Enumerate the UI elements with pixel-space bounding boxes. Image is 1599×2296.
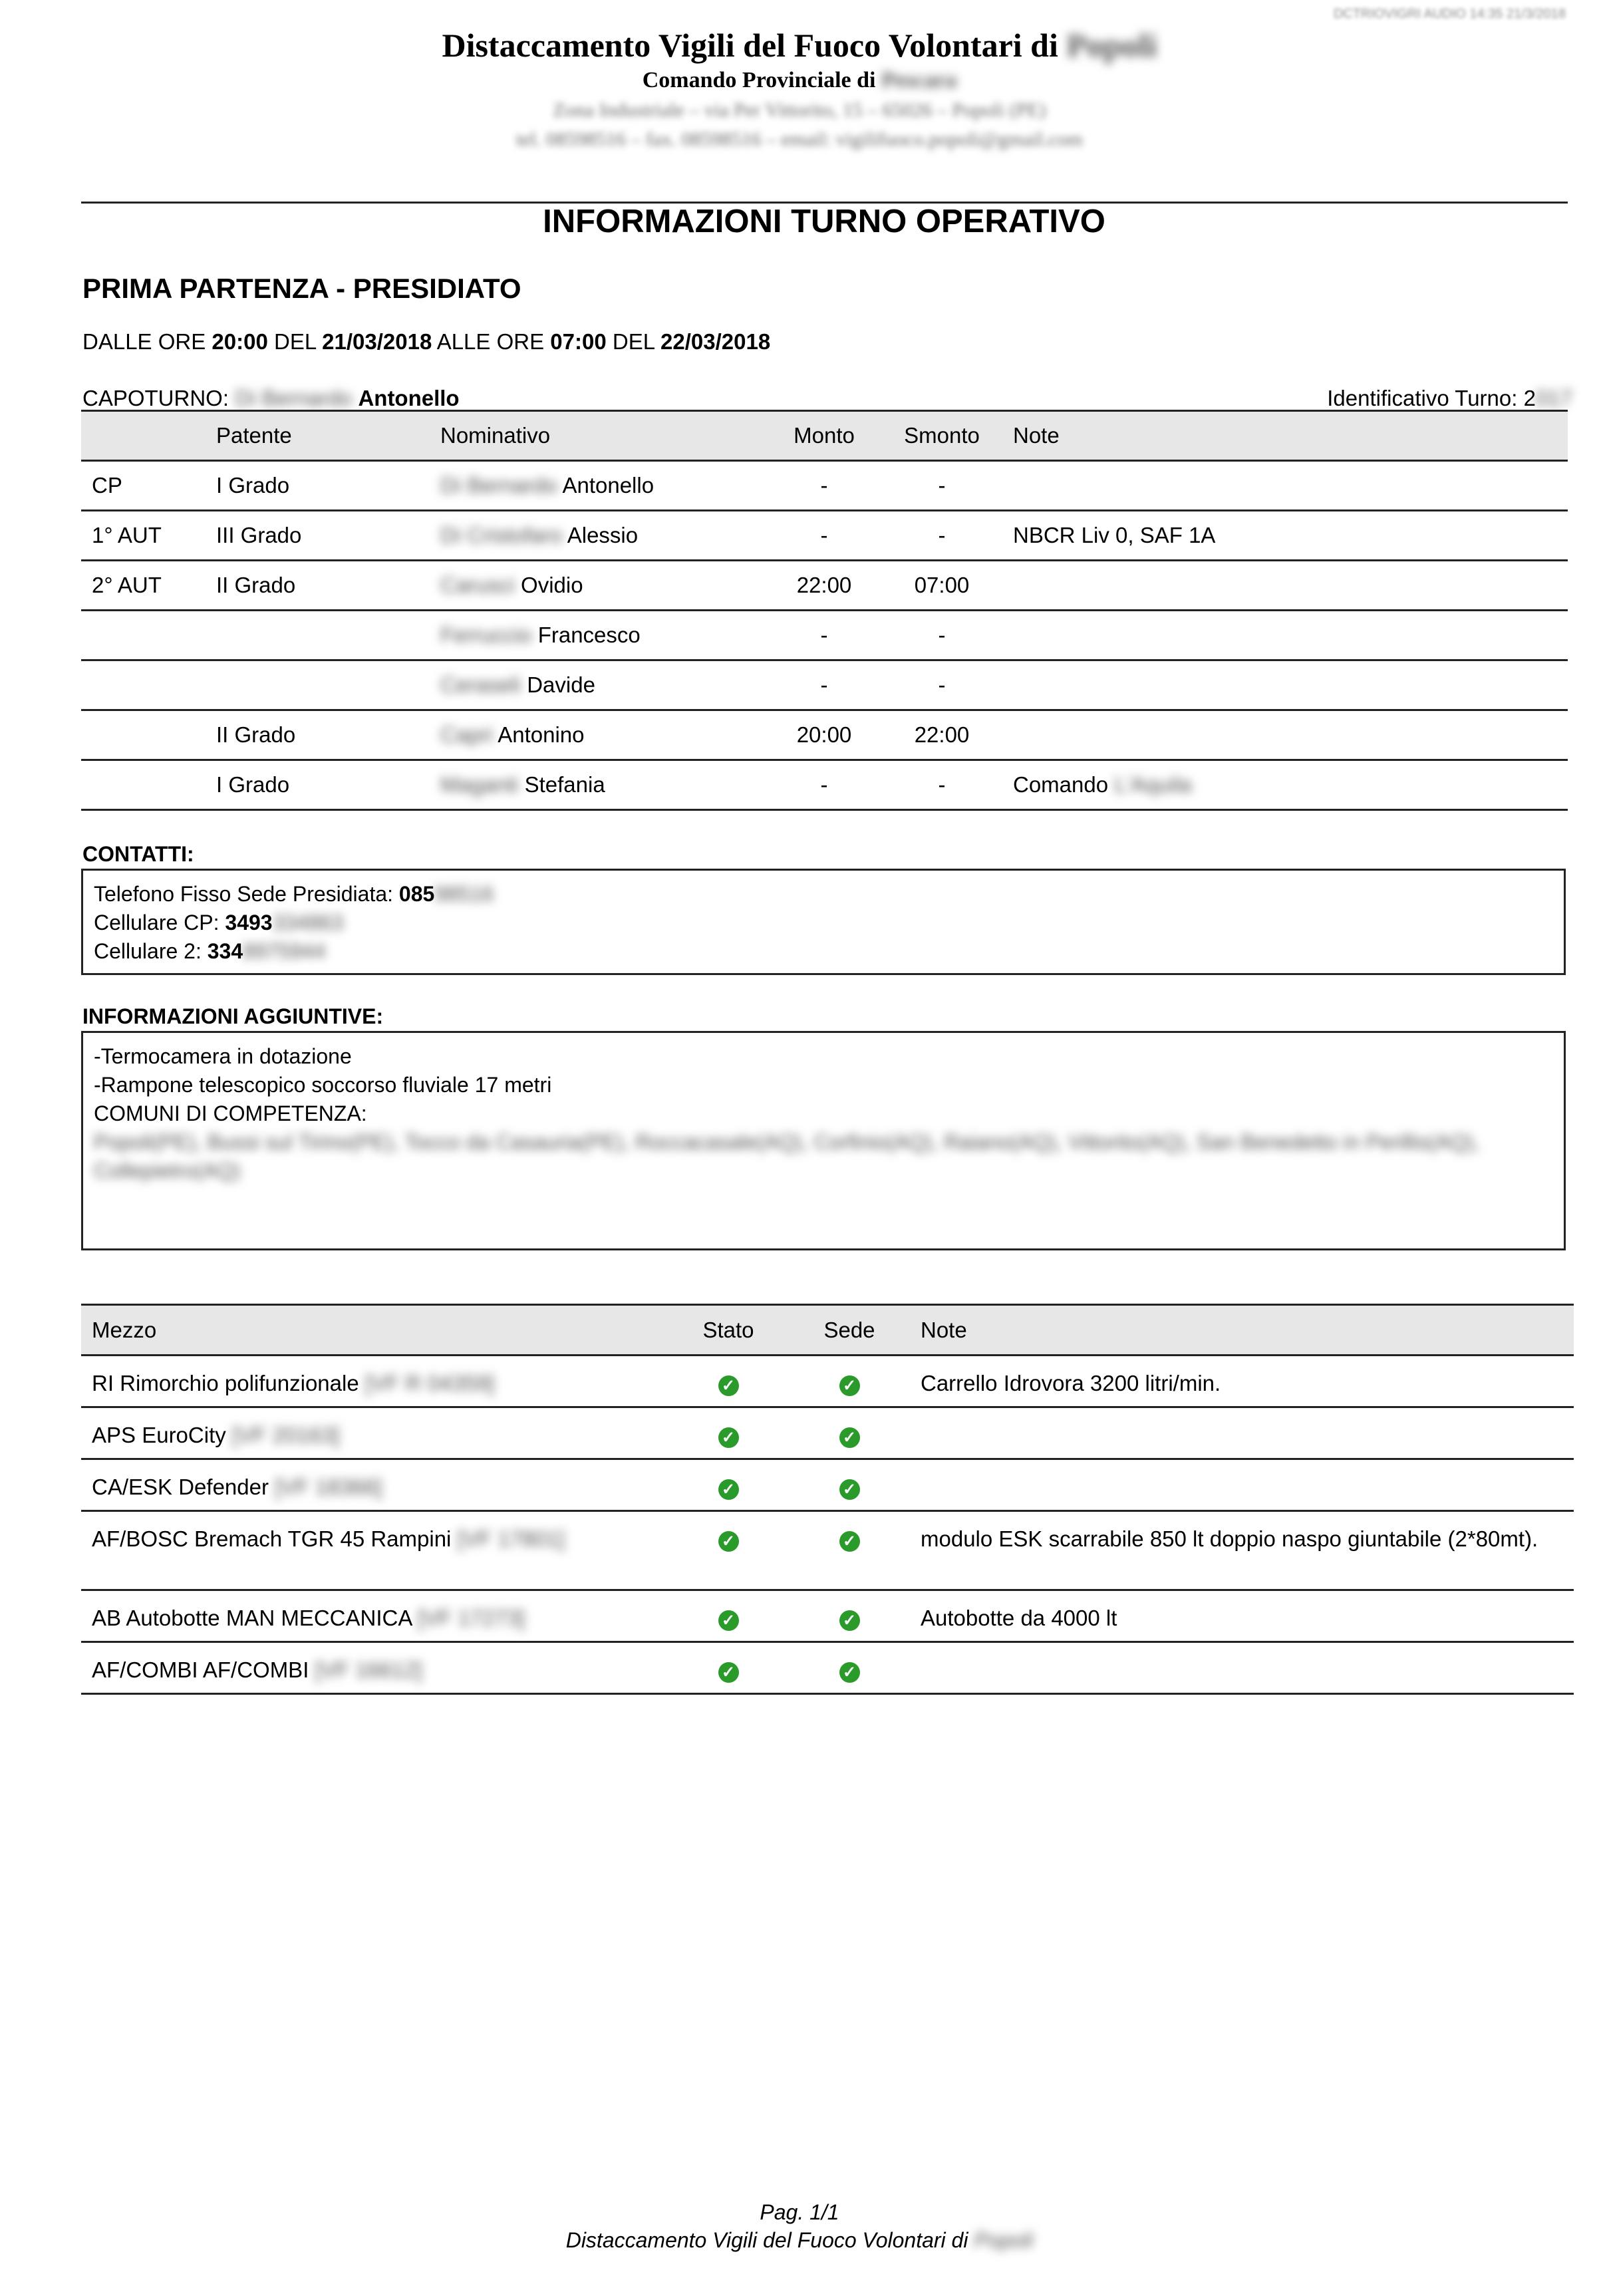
crew-col-nominativo: Nominativo	[430, 411, 767, 461]
crew-col-role	[81, 411, 206, 461]
crew-name: Capri Antonino	[430, 710, 767, 760]
contacts-label: CONTATTI:	[82, 842, 194, 866]
vehicle-note	[910, 1459, 1574, 1511]
crew-patente: III Grado	[206, 511, 430, 561]
crew-smonto: -	[881, 611, 1002, 660]
crew-patente: I Grado	[206, 760, 430, 810]
info-line: -Termocamera in dotazione	[94, 1044, 352, 1068]
check-circle-icon: ✓	[839, 1610, 860, 1631]
capoturno: CAPOTURNO: Di Bernardo Antonello	[82, 386, 460, 410]
crew-monto: -	[767, 660, 881, 710]
vehicle-name: AB Autobotte MAN MECCANICA [VF 17273]	[81, 1590, 668, 1642]
crew-role: 1° AUT	[81, 511, 206, 561]
info-line: -Rampone telescopico soccorso fluviale 17 metri	[94, 1073, 552, 1097]
crew-note	[1002, 611, 1568, 660]
letterhead-contacts: tel. 08598516 – fax. 08598516 – email: vigilifuoco.popoli@gmail.com	[516, 128, 1083, 150]
crew-col-note: Note	[1002, 411, 1568, 461]
contact-line: Telefono Fisso Sede Presidiata: 08598516	[94, 882, 494, 906]
crew-patente: II Grado	[206, 710, 430, 760]
crew-col-smonto: Smonto	[881, 411, 1002, 461]
check-circle-icon: ✓	[839, 1662, 860, 1683]
check-circle-icon: ✓	[718, 1610, 739, 1631]
table-row	[81, 611, 1568, 660]
vehicle-name: AF/COMBI AF/COMBI [VF 16612]	[81, 1642, 668, 1694]
crew-role: 2° AUT	[81, 561, 206, 611]
check-circle-icon: ✓	[839, 1427, 860, 1448]
crew-patente	[206, 611, 430, 660]
turno-id: Identificativo Turno: 2017	[1327, 386, 1572, 410]
crew-monto: -	[767, 511, 881, 561]
vehicle-note: Autobotte da 4000 lt	[910, 1590, 1574, 1642]
crew-role	[81, 611, 206, 660]
check-circle-icon: ✓	[718, 1662, 739, 1683]
crew-monto: -	[767, 461, 881, 511]
vehicle-note: modulo ESK scarrabile 850 lt doppio naspo giuntabile (2*80mt).	[910, 1511, 1574, 1590]
crew-note: Comando L'Aquila	[1002, 760, 1568, 810]
crew-name: Di Bernardo Antonello	[430, 461, 767, 511]
crew-name: Ferruccio Francesco	[430, 611, 767, 660]
letterhead-title: Distaccamento Vigili del Fuoco Volontari di Popoli	[442, 27, 1157, 64]
crew-smonto: 22:00	[881, 710, 1002, 760]
table-row	[81, 561, 1568, 611]
crew-role: CP	[81, 461, 206, 511]
crew-patente	[206, 660, 430, 710]
crew-note	[1002, 561, 1568, 611]
document-reference: DCTRIOVIGRI AUDIO 14:35 21/3/2018	[1333, 7, 1566, 21]
crew-col-patente: Patente	[206, 411, 430, 461]
crew-role	[81, 660, 206, 710]
crew-patente: II Grado	[206, 561, 430, 611]
letterhead-address: Zona Industriale – via Per Vittorito, 15 – 65026 – Popoli (PE)	[553, 99, 1046, 121]
crew-header-row	[81, 411, 1568, 461]
letterhead	[0, 25, 1599, 154]
crew-monto: -	[767, 611, 881, 660]
crew-note: NBCR Liv 0, SAF 1A	[1002, 511, 1568, 561]
crew-smonto: -	[881, 461, 1002, 511]
table-row	[81, 1511, 1574, 1590]
crew-patente: I Grado	[206, 461, 430, 511]
crew-name: Ceraseli Davide	[430, 660, 767, 710]
page-number: Pag. 1/1	[760, 2200, 839, 2224]
crew-smonto: -	[881, 660, 1002, 710]
comuni-list: Popoli(PE), Bussi sul Tirino(PE), Tocco da Casauria(PE), Roccacasale(AQ), Corfinio(AQ), Raiano(AQ), Vittorito(AQ), San Benedetto in Perillis(AQ), Collepietro(AQ)	[94, 1130, 1480, 1183]
crew-col-monto: Monto	[767, 411, 881, 461]
vehicles-col-note: Note	[910, 1305, 1574, 1356]
letterhead-subtitle: Comando Provinciale di Pescara	[642, 68, 957, 92]
vehicle-note	[910, 1642, 1574, 1694]
check-circle-icon: ✓	[718, 1479, 739, 1500]
crew-note	[1002, 461, 1568, 511]
table-row	[81, 461, 1568, 511]
check-circle-icon: ✓	[839, 1375, 860, 1396]
table-row	[81, 710, 1568, 760]
crew-smonto: -	[881, 511, 1002, 561]
vehicle-name: RI Rimorchio polifunzionale [VF R 04359]	[81, 1356, 668, 1407]
check-circle-icon: ✓	[718, 1427, 739, 1448]
table-row	[81, 660, 1568, 710]
table-row	[81, 511, 1568, 561]
vehicle-name: AF/BOSC Bremach TGR 45 Rampini [VF 17801]	[81, 1511, 668, 1590]
contacts-box	[81, 869, 1566, 975]
vehicles-col-stato: Stato	[668, 1305, 789, 1356]
page-footer	[0, 2198, 1599, 2254]
table-row	[81, 1459, 1574, 1511]
vehicle-note	[910, 1407, 1574, 1459]
page-title: INFORMAZIONI TURNO OPERATIVO	[543, 204, 1105, 239]
vehicle-name: APS EuroCity [VF 20163]	[81, 1407, 668, 1459]
vehicles-col-sede: Sede	[789, 1305, 910, 1356]
check-circle-icon: ✓	[839, 1531, 860, 1552]
crew-note	[1002, 710, 1568, 760]
footer-org: Distaccamento Vigili del Fuoco Volontari di Popoli	[565, 2228, 1034, 2252]
contact-line: Cellulare 2: 3348975944	[94, 939, 326, 963]
table-row	[81, 1356, 1574, 1407]
table-row	[81, 1590, 1574, 1642]
additional-info-label: INFORMAZIONI AGGIUNTIVE:	[82, 1004, 384, 1028]
vehicles-col-mezzo: Mezzo	[81, 1305, 668, 1356]
vehicles-header-row	[81, 1305, 1574, 1356]
vehicle-note: Carrello Idrovora 3200 litri/min.	[910, 1356, 1574, 1407]
table-row	[81, 760, 1568, 810]
shift-period: DALLE ORE 20:00 DEL 21/03/2018 ALLE ORE 07:00 DEL 22/03/2018	[82, 329, 771, 354]
crew-smonto: -	[881, 760, 1002, 810]
crew-monto: 22:00	[767, 561, 881, 611]
crew-role	[81, 710, 206, 760]
check-circle-icon: ✓	[839, 1479, 860, 1500]
vehicles-table	[81, 1304, 1574, 1695]
check-circle-icon: ✓	[718, 1531, 739, 1552]
crew-name: Maganti Stefania	[430, 760, 767, 810]
crew-monto: 20:00	[767, 710, 881, 760]
table-row	[81, 1642, 1574, 1694]
table-row	[81, 1407, 1574, 1459]
contact-line: Cellulare CP: 3493334863	[94, 911, 344, 934]
crew-smonto: 07:00	[881, 561, 1002, 611]
info-line: COMUNI DI COMPETENZA:	[94, 1101, 367, 1125]
section-title: PRIMA PARTENZA - PRESIDIATO	[82, 273, 521, 304]
vehicle-name: CA/ESK Defender [VF 18366]	[81, 1459, 668, 1511]
crew-role	[81, 760, 206, 810]
crew-note	[1002, 660, 1568, 710]
crew-table	[81, 410, 1568, 811]
crew-name: Di Cristofaro Alessio	[430, 511, 767, 561]
additional-info-box	[81, 1031, 1566, 1250]
check-circle-icon: ✓	[718, 1375, 739, 1396]
crew-monto: -	[767, 760, 881, 810]
crew-name: Carusci Ovidio	[430, 561, 767, 611]
